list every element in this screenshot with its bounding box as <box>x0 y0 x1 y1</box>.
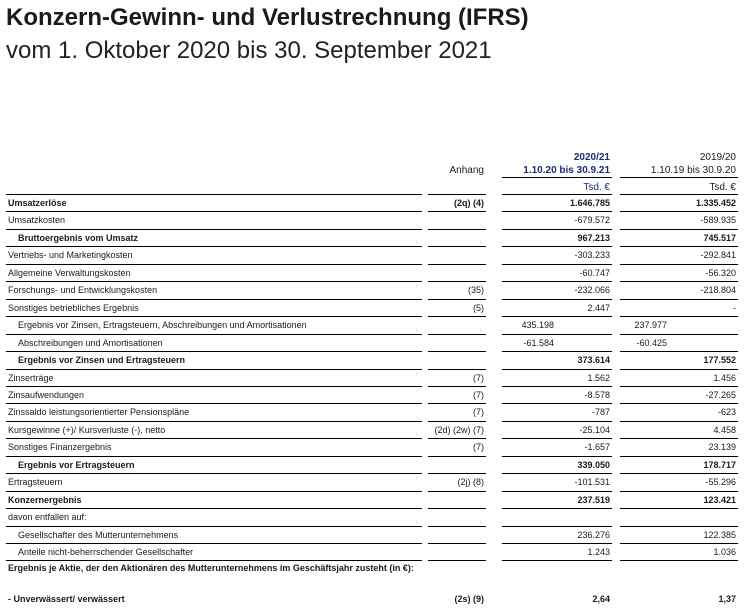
row-label: Abschreibungen und Amortisationen <box>18 338 163 348</box>
table-row <box>0 439 753 456</box>
row-note: (2d) (2w) (7) <box>434 425 484 435</box>
row-value-current: 2.447 <box>587 303 610 313</box>
row-label: Anteile nicht-beherrschender Gesellschafter <box>18 547 194 557</box>
row-note: (7) <box>473 373 484 383</box>
row-divider <box>428 491 486 492</box>
row-divider <box>620 316 738 317</box>
row-divider <box>6 369 422 370</box>
row-divider <box>6 246 422 247</box>
row-divider <box>428 316 486 317</box>
row-value-previous: 23.139 <box>708 442 736 452</box>
row-divider <box>6 456 422 457</box>
row-divider <box>620 473 738 474</box>
row-label: Sonstiges Finanzergebnis <box>8 442 112 452</box>
row-divider <box>502 403 612 404</box>
row-divider <box>620 560 738 561</box>
row-divider <box>428 403 486 404</box>
row-divider <box>620 351 738 352</box>
row-divider <box>502 229 612 230</box>
table-row <box>0 195 753 212</box>
row-note: (2q) (4) <box>454 198 484 208</box>
row-divider <box>620 281 738 282</box>
row-divider <box>620 508 738 509</box>
row-divider <box>428 334 486 335</box>
row-value-current: -8.578 <box>584 390 610 400</box>
table-row <box>0 422 753 439</box>
row-value-current: -232.066 <box>574 285 610 295</box>
row-value-current <box>502 509 610 526</box>
row-divider <box>502 299 612 300</box>
table-row <box>0 352 753 369</box>
row-label: Forschungs- und Entwicklungskosten <box>8 285 158 295</box>
unit-previous: Tsd. € <box>709 182 736 193</box>
row-value-current: 237.519 <box>577 495 610 505</box>
table-row <box>0 457 753 474</box>
row-value-previous: -27.265 <box>705 390 736 400</box>
table-row <box>0 282 753 299</box>
row-divider <box>428 281 486 282</box>
row-note: (7) <box>473 442 484 452</box>
table-row <box>0 544 753 561</box>
row-label: Bruttoergebnis vom Umsatz <box>18 233 139 243</box>
row-value-current: -1.657 <box>584 442 610 452</box>
row-divider <box>620 386 738 387</box>
row-divider <box>428 194 486 195</box>
row-value-current: 1.562 <box>587 373 610 383</box>
eps-row <box>0 591 753 608</box>
row-divider <box>428 264 486 265</box>
row-label: Gesellschafter des Mutterunternehmens <box>18 530 179 540</box>
page-subtitle: vom 1. Oktober 2020 bis 30. September 2021 <box>6 37 492 64</box>
row-divider <box>620 246 738 247</box>
table-row <box>0 527 753 544</box>
row-note <box>428 335 484 352</box>
table-row <box>0 492 753 509</box>
row-divider <box>502 543 612 544</box>
row-subvalue-current: -61.584 <box>523 338 554 348</box>
table-row <box>0 265 753 282</box>
table-row <box>0 387 753 404</box>
row-value-previous: 122.385 <box>703 530 736 540</box>
row-divider <box>6 526 422 527</box>
row-value-previous: - <box>733 303 736 313</box>
row-divider <box>6 334 422 335</box>
row-value-current: 1.646.785 <box>569 198 610 208</box>
row-label: Vertriebs- und Marketingkosten <box>8 250 133 260</box>
row-divider <box>428 543 486 544</box>
row-divider <box>502 386 612 387</box>
row-value-previous: 745.517 <box>703 233 736 243</box>
row-note <box>428 317 484 334</box>
row-divider <box>6 508 422 509</box>
row-note <box>428 352 484 369</box>
row-divider <box>502 438 612 439</box>
row-label: Sonstiges betriebliches Ergebnis <box>8 303 139 313</box>
row-label: davon entfallen auf: <box>8 512 87 522</box>
row-value-previous: -218.804 <box>700 285 736 295</box>
row-divider <box>6 264 422 265</box>
row-divider <box>620 211 738 212</box>
row-value-current: -25.104 <box>579 425 610 435</box>
row-value-previous: 4.458 <box>713 425 736 435</box>
row-divider <box>620 456 738 457</box>
row-value-previous: -292.841 <box>700 250 736 260</box>
row-divider <box>620 491 738 492</box>
row-value-current: -787 <box>591 407 610 417</box>
row-value-current: 967.213 <box>577 233 610 243</box>
row-value-previous <box>622 509 736 526</box>
row-label: Ergebnis vor Ertragsteuern <box>18 460 135 470</box>
row-divider <box>428 526 486 527</box>
table-row <box>0 212 753 229</box>
row-divider <box>428 369 486 370</box>
row-label: - Unverwässert/ verwässert <box>8 594 125 604</box>
row-divider <box>502 421 612 422</box>
column-header-note: Anhang <box>449 165 484 176</box>
header-rule-current <box>502 177 612 178</box>
row-label: Zinsaufwendungen <box>8 390 85 400</box>
row-divider <box>620 369 738 370</box>
row-divider <box>6 473 422 474</box>
row-value-previous: -623 <box>717 407 736 417</box>
row-value-previous: 178.717 <box>703 460 736 470</box>
row-divider <box>428 351 486 352</box>
row-label: Konzernergebnis <box>8 495 82 505</box>
row-label: Kursgewinne (+)/ Kursverluste (-), netto <box>8 425 166 435</box>
row-divider <box>6 438 422 439</box>
row-note <box>428 509 484 526</box>
row-note <box>428 492 484 509</box>
row-value-current: 373.614 <box>577 355 610 365</box>
row-divider <box>502 491 612 492</box>
row-note <box>428 265 484 282</box>
row-note: (2j) (8) <box>457 477 484 487</box>
row-divider <box>502 508 612 509</box>
row-note: (7) <box>473 407 484 417</box>
row-divider <box>620 403 738 404</box>
row-divider <box>502 473 612 474</box>
row-value-previous: 1.456 <box>713 373 736 383</box>
row-value-previous: -56.320 <box>705 268 736 278</box>
row-note: (2s) (9) <box>454 594 484 604</box>
row-divider <box>620 438 738 439</box>
row-divider <box>6 386 422 387</box>
row-value-previous: -589.935 <box>700 215 736 225</box>
eps-heading: Ergebnis je Aktie, der den Aktionären des Mutterunternehmens im Geschäftsjahr zusteht (in €): <box>8 563 414 573</box>
row-value-current: -60.747 <box>579 268 610 278</box>
row-value-current: -101.531 <box>574 477 610 487</box>
table-row <box>0 230 753 247</box>
column-header-current <box>502 151 610 177</box>
page-title: Konzern-Gewinn- und Verlustrechnung (IFRS) <box>6 4 529 31</box>
row-note: (5) <box>473 303 484 313</box>
table-row <box>0 247 753 264</box>
column-header-current-period: 1.10.20 bis 30.9.21 <box>523 165 610 176</box>
row-divider <box>428 386 486 387</box>
row-divider <box>502 526 612 527</box>
row-divider <box>6 211 422 212</box>
row-divider <box>428 211 486 212</box>
row-divider <box>620 543 738 544</box>
row-divider <box>620 229 738 230</box>
table-row <box>0 509 753 526</box>
row-note: (7) <box>473 390 484 400</box>
row-divider <box>428 473 486 474</box>
row-label: Umsatzkosten <box>8 215 66 225</box>
row-divider <box>428 299 486 300</box>
row-value-previous: -55.296 <box>705 477 736 487</box>
row-divider <box>6 421 422 422</box>
row-value-previous: 1.335.452 <box>695 198 736 208</box>
table-row <box>0 335 753 352</box>
row-value-previous: 1,37 <box>718 594 736 604</box>
row-divider <box>502 281 612 282</box>
table-row <box>0 317 753 334</box>
row-divider <box>6 543 422 544</box>
row-value-previous: 1.036 <box>713 547 736 557</box>
row-divider <box>6 491 422 492</box>
row-divider <box>6 403 422 404</box>
row-divider <box>6 194 422 195</box>
row-label: Allgemeine Verwaltungskosten <box>8 268 131 278</box>
row-label: Umsatzerlöse <box>8 198 67 208</box>
unit-current: Tsd. € <box>583 182 610 193</box>
row-divider <box>6 229 422 230</box>
row-divider <box>502 334 612 335</box>
row-value-current: -303.233 <box>574 250 610 260</box>
row-label: Zinssaldo leistungsorientierter Pensionspläne <box>8 407 190 417</box>
row-note <box>428 212 484 229</box>
row-divider <box>6 316 422 317</box>
row-divider <box>502 264 612 265</box>
row-divider <box>620 526 738 527</box>
row-divider <box>428 560 486 561</box>
column-header-previous <box>622 151 736 177</box>
row-note <box>428 527 484 544</box>
row-label: Ertragsteuern <box>8 477 63 487</box>
row-note: (35) <box>467 285 484 295</box>
row-subvalue-previous: -60.425 <box>636 338 667 348</box>
row-divider <box>620 194 738 195</box>
row-divider <box>428 508 486 509</box>
column-header-current-year: 2020/21 <box>573 152 610 163</box>
row-divider <box>620 264 738 265</box>
table-row <box>0 300 753 317</box>
row-divider <box>502 316 612 317</box>
row-note <box>428 230 484 247</box>
row-divider <box>428 229 486 230</box>
table-row <box>0 404 753 421</box>
header-rule-previous <box>620 177 738 178</box>
row-divider <box>428 456 486 457</box>
row-divider <box>502 211 612 212</box>
row-divider <box>620 299 738 300</box>
row-divider <box>428 421 486 422</box>
row-divider <box>620 421 738 422</box>
row-divider <box>502 351 612 352</box>
column-header-previous-period: 1.10.19 bis 30.9.20 <box>650 165 736 176</box>
row-divider <box>6 299 422 300</box>
row-value-previous: 177.552 <box>703 355 736 365</box>
row-value-current: 236.276 <box>577 530 610 540</box>
row-value-current: 1.243 <box>587 547 610 557</box>
row-label: Zinserträge <box>8 373 54 383</box>
row-label: Ergebnis vor Zinsen, Ertragsteuern, Abschreibungen und Amortisationen <box>18 320 307 330</box>
row-note <box>428 544 484 561</box>
row-value-current: 2,64 <box>592 594 610 604</box>
row-divider <box>620 334 738 335</box>
row-value-current: 339.050 <box>577 460 610 470</box>
table-row <box>0 474 753 491</box>
row-divider <box>6 351 422 352</box>
column-header-previous-year: 2019/20 <box>699 152 736 163</box>
row-value-previous: 123.421 <box>703 495 736 505</box>
row-divider <box>428 246 486 247</box>
row-subvalue-current: 435.198 <box>521 320 554 330</box>
row-divider <box>502 456 612 457</box>
row-divider <box>502 369 612 370</box>
table-row <box>0 370 753 387</box>
row-divider <box>6 560 422 561</box>
row-value-current: -679.572 <box>574 215 610 225</box>
row-divider <box>502 194 612 195</box>
row-divider <box>428 438 486 439</box>
row-note <box>428 457 484 474</box>
row-divider <box>502 560 612 561</box>
row-subvalue-previous: 237.977 <box>634 320 667 330</box>
row-divider <box>502 246 612 247</box>
row-note <box>428 247 484 264</box>
row-label: Ergebnis vor Zinsen und Ertragsteuern <box>18 355 186 365</box>
row-divider <box>6 281 422 282</box>
